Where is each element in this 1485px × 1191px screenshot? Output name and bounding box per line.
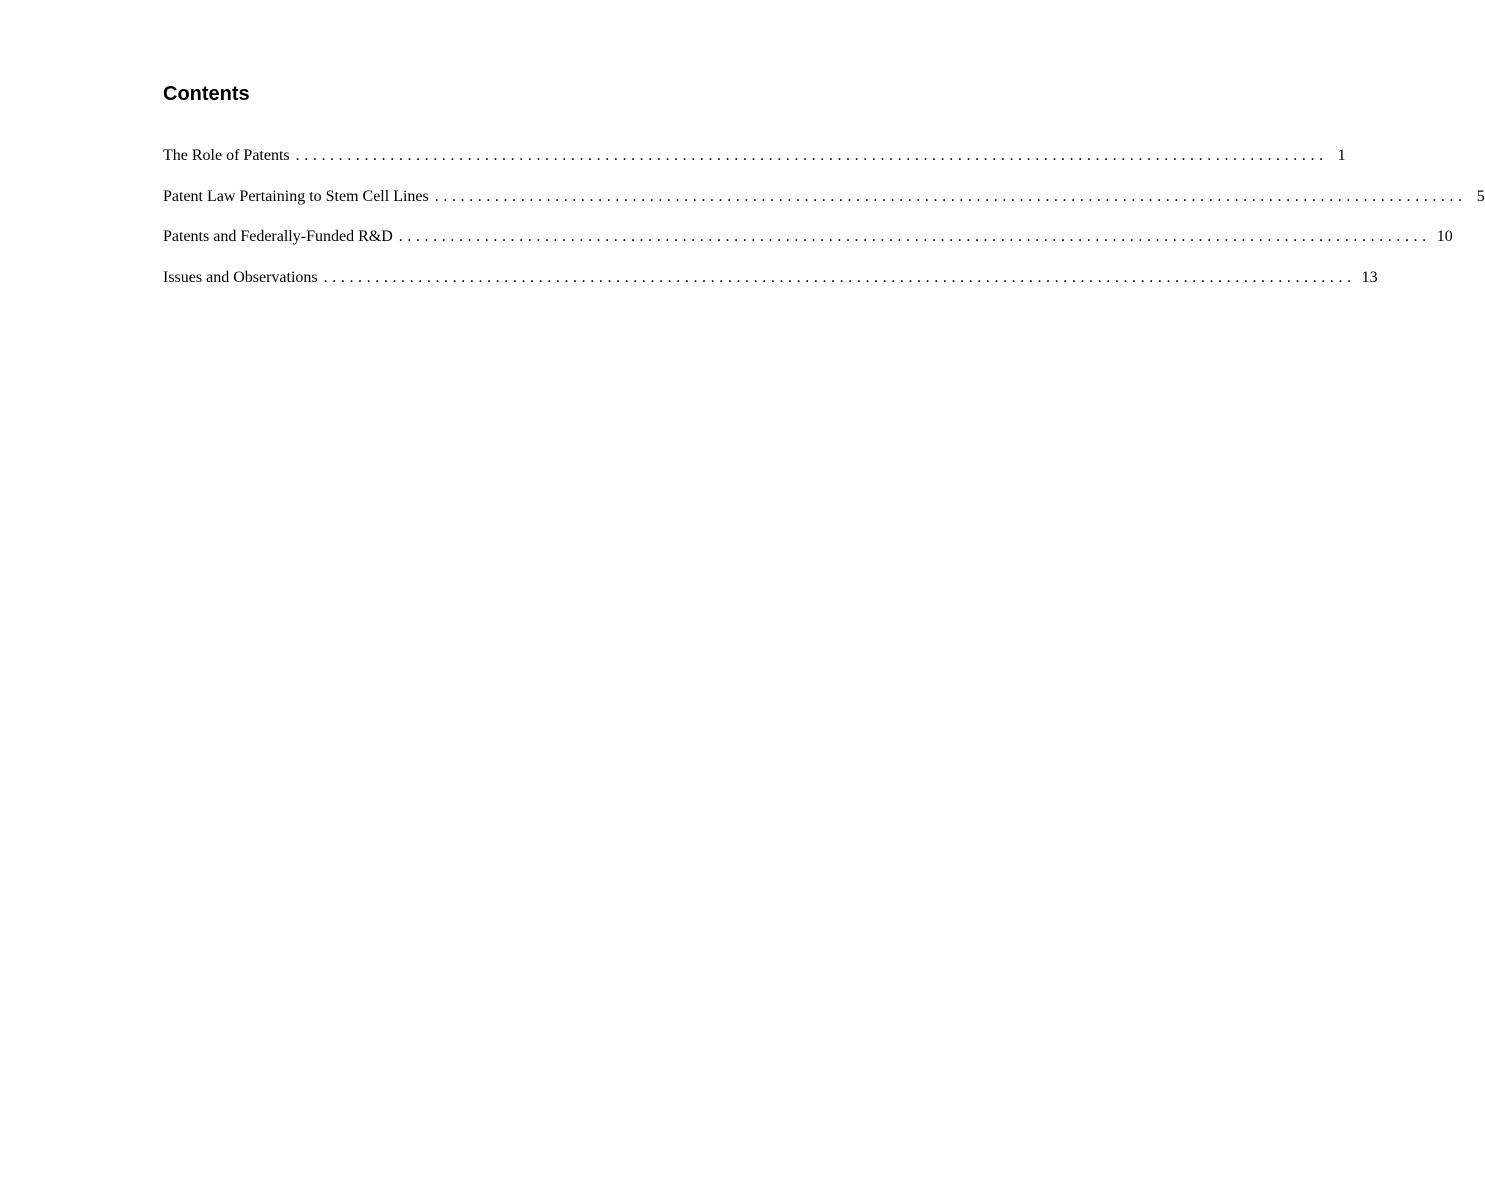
toc-entry-title: Patents and Federally-Funded R&D [163,228,393,245]
toc-entry-title: Issues and Observations [163,268,318,286]
toc-entry-page-number: 5 [1476,187,1485,205]
table-of-contents [163,143,1485,305]
toc-entry-page-number: 13 [1361,268,1378,286]
toc-entry-title: The Role of Patents [163,147,290,164]
toc-dot-leader: ........................................................................................................................ [398,228,1431,245]
toc-entry-title: Patent Law Pertaining to Stem Cell Lines [163,187,429,205]
toc-dot-leader: ........................................................................................................................ [434,187,1467,205]
toc-entry[interactable] [163,265,1378,306]
toc-entry-page-number: 1 [1337,147,1346,164]
toc-entry[interactable] [163,184,1485,225]
toc-dot-leader: ........................................................................................................................ [323,268,1356,286]
toc-dot-leader: ........................................................................................................................ [295,147,1328,164]
toc-entry[interactable] [163,143,1346,184]
toc-entry[interactable] [163,224,1453,265]
toc-entry-page-number: 10 [1436,228,1453,245]
contents-heading: Contents [163,83,250,105]
